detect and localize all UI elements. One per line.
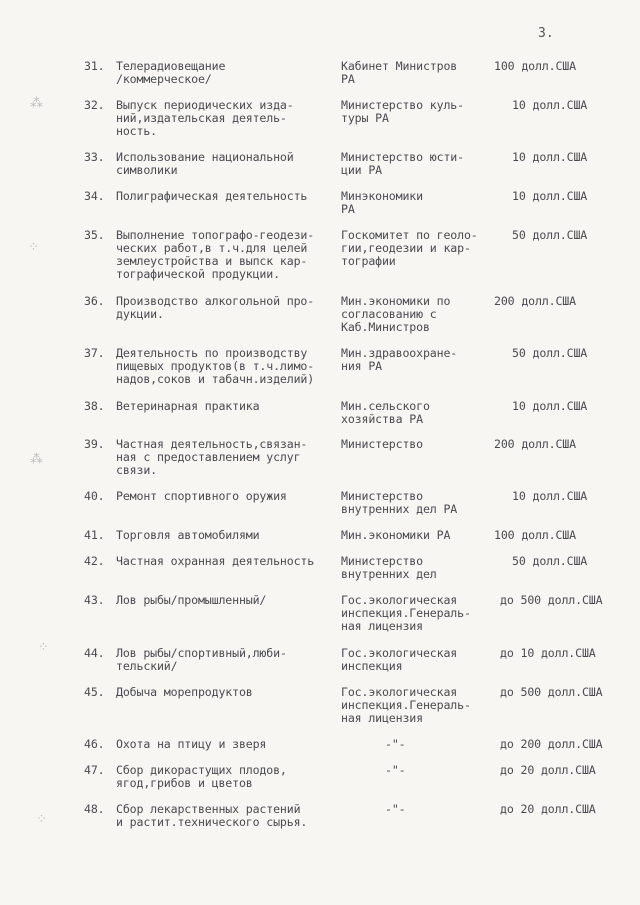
entry-fee: до 500 долл.США xyxy=(500,593,603,607)
entry-fee: до 200 долл.США xyxy=(500,737,603,751)
entry-authority: Министерство внутренних дел РА xyxy=(341,489,458,516)
entry-number: 47. xyxy=(84,763,105,777)
entry-authority: Министерство xyxy=(341,437,423,451)
entry-fee: 100 долл.США xyxy=(494,59,576,73)
entry-authority: Госкомитет по геоло- гии,геодезии и кар- тографии xyxy=(341,228,478,268)
entry-fee: до 10 долл.США xyxy=(500,646,596,660)
entry-fee: до 20 долл.США xyxy=(500,763,596,777)
entry-activity: Сбор дикорастущих плодов, ягод,грибов и цветов xyxy=(116,763,287,790)
entry-authority: Министерство внутренних дел xyxy=(341,554,437,581)
margin-mark: ⁘ xyxy=(28,240,39,255)
entry-fee: до 20 долл.США xyxy=(500,802,596,816)
entry-number: 41. xyxy=(84,528,105,542)
entry-number: 38. xyxy=(84,399,105,413)
entry-fee: 10 долл.США xyxy=(512,150,588,164)
entry-authority: Гос.экологическая инспекция xyxy=(341,646,458,673)
entry-fee: 10 долл.США xyxy=(512,98,588,112)
entry-number: 36. xyxy=(84,294,105,308)
entry-activity: Телерадиовещание /коммерческое/ xyxy=(116,59,226,86)
margin-mark: ⁂ xyxy=(30,452,43,467)
entry-fee: 50 долл.США xyxy=(512,554,588,568)
entry-activity: Выполнение топографо-геодези- ческих работ,в т.ч.для целей землеустройства и выпск кар- тографической продукции. xyxy=(116,228,315,281)
entry-fee: 50 долл.США xyxy=(512,228,588,242)
entry-authority: -"- xyxy=(385,763,406,777)
entry-fee: 200 долл.США xyxy=(494,437,576,451)
entry-authority: -"- xyxy=(385,737,406,751)
entry-authority: Мин.экономики по согласованию с Каб.Министров xyxy=(341,294,451,334)
entry-fee: до 500 долл.США xyxy=(500,685,603,699)
entry-number: 39. xyxy=(84,437,105,451)
entry-activity: Добыча морепродуктов xyxy=(116,685,253,699)
entry-activity: Охота на птицу и зверя xyxy=(116,737,267,751)
entry-activity: Полиграфическая деятельность xyxy=(116,189,308,203)
entry-activity: Сбор лекарственных растений и растит.технического сырья. xyxy=(116,802,308,829)
margin-mark: ⁘ xyxy=(38,640,49,655)
entry-number: 35. xyxy=(84,228,105,242)
entry-activity: Частная охранная деятельность xyxy=(116,554,315,568)
entry-number: 37. xyxy=(84,346,105,360)
entry-authority: Мин.сельского хозяйства РА xyxy=(341,399,430,426)
entry-number: 45. xyxy=(84,685,105,699)
entry-activity: Деятельность по производству пищевых продуктов(в т.ч.лимо- надов,соков и табачн.изделий) xyxy=(116,346,315,386)
entry-activity: Лов рыбы/спортивный,люби- тельский/ xyxy=(116,646,287,673)
margin-mark: ⁂ xyxy=(30,96,43,111)
entry-fee: 50 долл.США xyxy=(512,346,588,360)
entry-authority: Минэкономики РА xyxy=(341,189,423,216)
entry-activity: Лов рыбы/промышленный/ xyxy=(116,593,267,607)
entry-activity: Ремонт спортивного оружия xyxy=(116,489,287,503)
entry-authority: Мин.экономики РА xyxy=(341,528,451,542)
entry-number: 44. xyxy=(84,646,105,660)
entry-number: 43. xyxy=(84,593,105,607)
entry-authority: Мин.здравоохране- ния РА xyxy=(341,346,458,373)
entry-activity: Использование национальной символики xyxy=(116,150,294,177)
entry-number: 31. xyxy=(84,59,105,73)
entry-authority: Кабинет Министров РА xyxy=(341,59,458,86)
entry-number: 34. xyxy=(84,189,105,203)
entry-activity: Частная деятельность,связан- ная с предоставлением услуг связи. xyxy=(116,437,308,477)
entry-activity: Производство алкогольной про- дукции. xyxy=(116,294,315,321)
entry-authority: Гос.экологическая инспекция.Генераль- ная лицензия xyxy=(341,593,471,633)
entry-activity: Торговля автомобилями xyxy=(116,528,260,542)
entry-fee: 100 долл.США xyxy=(494,528,576,542)
entry-number: 46. xyxy=(84,737,105,751)
entry-number: 42. xyxy=(84,554,105,568)
entry-number: 40. xyxy=(84,489,105,503)
margin-mark: ⁘ xyxy=(36,812,47,827)
entry-authority: -"- xyxy=(385,802,406,816)
entry-fee: 10 долл.США xyxy=(512,189,588,203)
entry-number: 32. xyxy=(84,98,105,112)
entry-number: 33. xyxy=(84,150,105,164)
entry-fee: 200 долл.США xyxy=(494,294,576,308)
entry-activity: Ветеринарная практика xyxy=(116,399,260,413)
entry-authority: Министерство куль- туры РА xyxy=(341,98,464,125)
entry-fee: 10 долл.США xyxy=(512,399,588,413)
entry-activity: Выпуск периодических изда- ний,издательская деятель- ность. xyxy=(116,98,294,138)
entry-authority: Министерство юсти- ции РА xyxy=(341,150,464,177)
entry-authority: Гос.экологическая инспекция.Генераль- ная лицензия xyxy=(341,685,471,725)
page-number: 3. xyxy=(538,26,554,41)
entry-fee: 10 долл.США xyxy=(512,489,588,503)
entry-number: 48. xyxy=(84,802,105,816)
